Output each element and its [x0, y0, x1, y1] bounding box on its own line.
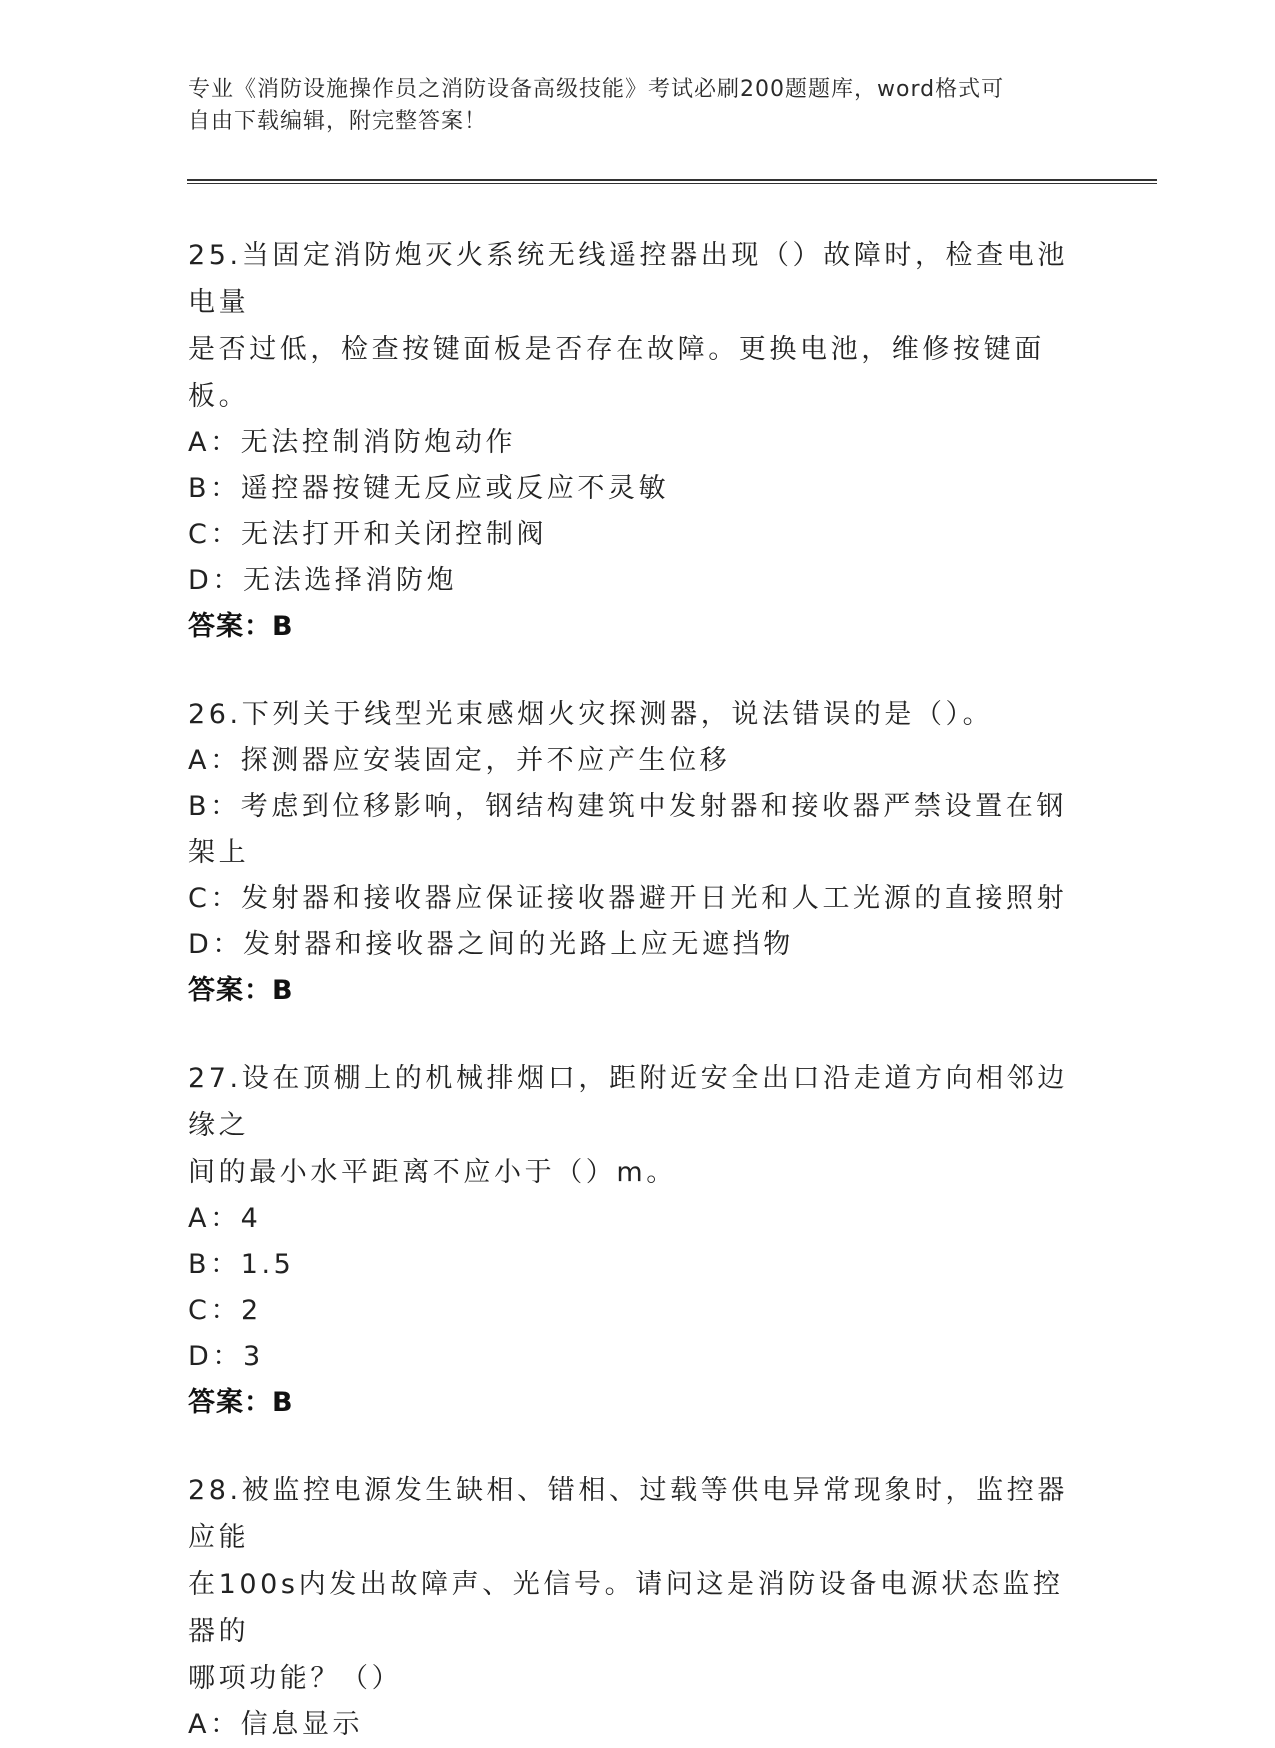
option-b: B：1.5 [188, 1249, 295, 1280]
question-stem-line: 在100s内发出故障声、光信号。请问这是消防设备电源状态监控器的 [188, 1569, 1064, 1647]
header-line-2: 自由下载编辑，附完整答案！ [188, 109, 488, 134]
option-d: D：3 [188, 1341, 264, 1372]
option-a: A：信息显示 [188, 1709, 364, 1740]
page-header [188, 74, 1088, 138]
question-spacer [188, 1426, 1088, 1467]
question-stem-line: 间的最小水平距离不应小于（）m。 [188, 1157, 677, 1188]
question-stem-line: 是否过低，检查按键面板是否存在故障。更换电池，维修按键面板。 [188, 334, 1045, 412]
header-divider-thin [187, 183, 1157, 184]
answer-line: 答案：B [188, 1387, 294, 1418]
question-28 [188, 1467, 1088, 1748]
option-b: B：考虑到位移影响，钢结构建筑中发射器和接收器严禁设置在钢架上 [188, 791, 1067, 868]
option-b: B：遥控器按键无反应或反应不灵敏 [188, 473, 670, 504]
header-divider [187, 179, 1157, 181]
answer-line: 答案：B [188, 611, 294, 642]
question-stem-line: 28.被监控电源发生缺相、错相、过载等供电异常现象时，监控器应能 [188, 1475, 1068, 1553]
option-a: A：4 [188, 1203, 262, 1234]
answer-line: 答案：B [188, 975, 294, 1006]
option-d: D：发射器和接收器之间的光路上应无遮挡物 [188, 929, 794, 960]
question-27 [188, 1055, 1088, 1426]
question-stem-line: 27.设在顶棚上的机械排烟口，距附近安全出口沿走道方向相邻边缘之 [188, 1063, 1068, 1141]
question-stem-line: 哪项功能？（） [188, 1663, 403, 1694]
option-c: C：无法打开和关闭控制阀 [188, 519, 548, 550]
header-line-1: 专业《消防设施操作员之消防设备高级技能》考试必刷200题题库，word格式可 [188, 77, 1005, 102]
option-a: A：探测器应安装固定，并不应产生位移 [188, 745, 731, 776]
question-26 [188, 691, 1088, 1014]
question-spacer [188, 1014, 1088, 1055]
question-stem-line: 26.下列关于线型光束感烟火灾探测器，说法错误的是（）。 [188, 699, 994, 730]
option-c: C：2 [188, 1295, 262, 1326]
question-list [188, 232, 1088, 1748]
question-stem-line: 25.当固定消防炮灭火系统无线遥控器出现（）故障时，检查电池电量 [188, 240, 1068, 318]
option-a: A：无法控制消防炮动作 [188, 427, 517, 458]
option-c: C：发射器和接收器应保证接收器避开日光和人工光源的直接照射 [188, 883, 1068, 914]
option-d: D：无法选择消防炮 [188, 565, 458, 596]
question-spacer [188, 650, 1088, 691]
question-25 [188, 232, 1088, 650]
